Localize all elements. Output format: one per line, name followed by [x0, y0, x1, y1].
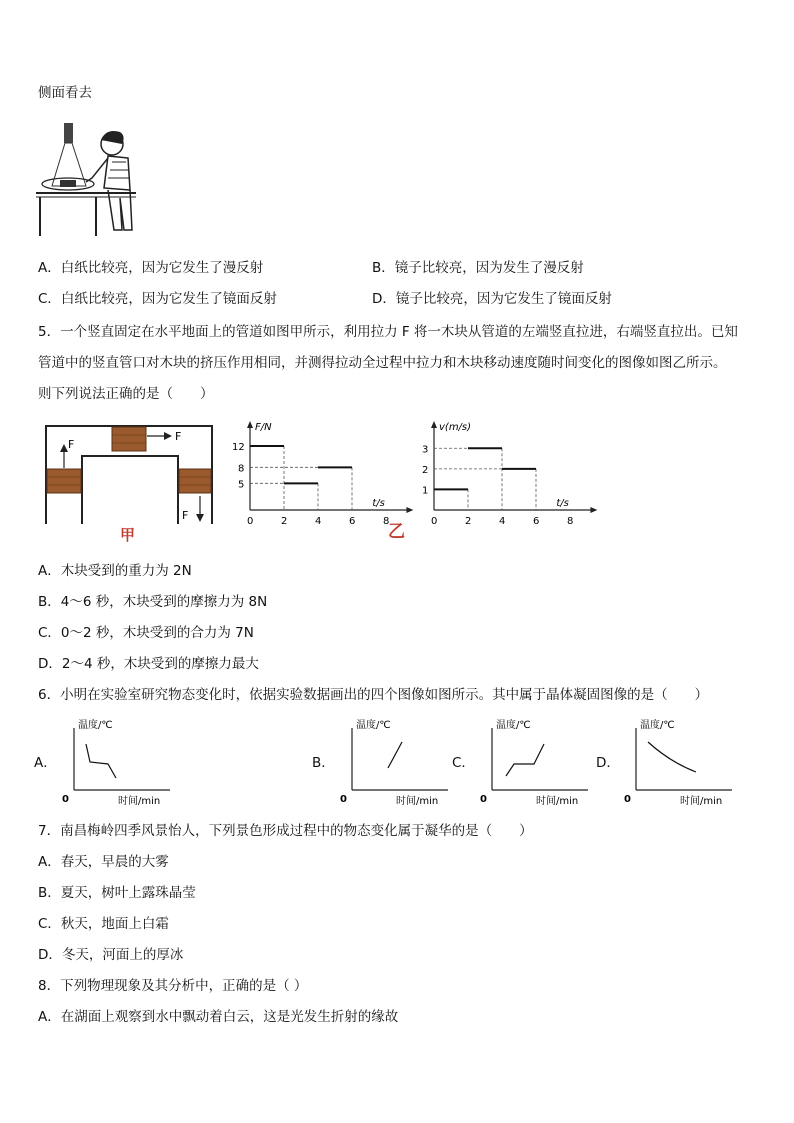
- flashlight-mirror-illustration: [34, 118, 149, 238]
- q7-stem: 7．南昌梅岭四季风景怡人，下列景色形成过程中的物态变化属于凝华的是（ ）: [38, 823, 533, 839]
- q4-option-c: C．白纸比较亮，因为它发生了镜面反射: [38, 291, 277, 307]
- q5-option-b: B．4～6 秒，木块受到的摩擦力为 8N: [38, 594, 268, 610]
- q6-graph-xlabel: 时间/min: [118, 796, 161, 807]
- q6-graph-ylabel: 温度/℃: [496, 720, 531, 731]
- q6-option-letter-a: A．: [34, 755, 57, 771]
- right-block: [179, 469, 211, 493]
- force-x-tick-0: 0: [247, 516, 254, 527]
- force-y-tick-8: 8: [238, 463, 245, 475]
- q6-graph-ylabel: 温度/℃: [356, 720, 391, 731]
- force-time-chart: [228, 418, 388, 526]
- force-x-tick-4: 4: [315, 516, 322, 527]
- force-label-right: F: [182, 509, 189, 522]
- force-y-arrow: [247, 421, 253, 428]
- figure-jia-pipe: [40, 422, 220, 542]
- velocity-time-chart: [412, 418, 592, 526]
- q4-option-a: A．白纸比较亮，因为它发生了漫反射: [38, 260, 264, 276]
- q5-stem-line2: 管道中的竖直管口对木块的挤压作用相同，并测得拉动全过程中拉力和木块移动速度随时间变化的图像如图乙所示。: [38, 355, 727, 371]
- q8-stem: 8．下列物理现象及其分析中，正确的是（ ）: [38, 978, 308, 994]
- q6-graph-c: [478, 716, 608, 808]
- left-block: [47, 469, 81, 493]
- q5-stem-line3: 则下列说法正确的是（ ）: [38, 386, 214, 402]
- force-label-left: F: [68, 438, 75, 451]
- q6-graph-xlabel: 时间/min: [680, 796, 723, 807]
- q6-graph-origin: 0: [62, 794, 69, 805]
- velocity-x-tick-0: 0: [431, 516, 438, 527]
- force-y-tick-12: 12: [232, 442, 245, 453]
- velocity-ylabel: v(m/s): [439, 422, 472, 433]
- q6-stem: 6．小明在实验室研究物态变化时，依据实验数据画出的四个图像如图所示。其中属于晶体凝固图像的是（ ）: [38, 687, 709, 703]
- q6-option-letter-c: C．: [452, 755, 475, 771]
- figure-jia-label: 甲: [120, 526, 136, 544]
- q6-graph-origin: 0: [480, 794, 487, 805]
- q6-graph-curve: [506, 744, 544, 776]
- q6-graph-b: [338, 716, 468, 808]
- q6-graph-d: [622, 716, 752, 808]
- q6-graph-curve: [648, 742, 696, 772]
- q6-graph-origin: 0: [624, 794, 631, 805]
- velocity-x-tick-4: 4: [499, 516, 506, 527]
- top-block: [112, 427, 146, 451]
- velocity-x-tick-8: 8: [567, 516, 574, 527]
- q6-graph-curve: [86, 744, 116, 778]
- velocity-y-tick-3: 3: [422, 444, 429, 456]
- velocity-x-tick-2: 2: [465, 516, 472, 527]
- force-x-tick-2: 2: [281, 516, 288, 527]
- force-x-tick-8: 8: [383, 516, 390, 527]
- force-x-tick-6: 6: [349, 516, 356, 527]
- q6-graph-xlabel: 时间/min: [396, 796, 439, 807]
- q4-option-d: D．镜子比较亮，因为它发生了镜面反射: [372, 291, 612, 307]
- q6-graph-a: [60, 716, 190, 808]
- velocity-x-tick-6: 6: [533, 516, 540, 527]
- q6-graph-ylabel: 温度/℃: [640, 720, 675, 731]
- q6-graph-curve: [388, 742, 402, 768]
- q4-option-b: B．镜子比较亮，因为发生了漫反射: [372, 260, 584, 276]
- q5-option-c: C．0～2 秒，木块受到的合力为 7N: [38, 625, 254, 641]
- figure-yi-label: 乙: [388, 522, 405, 542]
- q6-graph-xlabel: 时间/min: [536, 796, 579, 807]
- q5-option-d: D．2～4 秒，木块受到的摩擦力最大: [38, 656, 259, 672]
- q6-graph-ylabel: 温度/℃: [78, 720, 113, 731]
- q6-option-letter-b: B．: [312, 755, 335, 771]
- intro-text: 侧面看去: [38, 85, 92, 101]
- velocity-y-arrow: [431, 421, 437, 428]
- force-y-tick-5: 5: [238, 479, 245, 491]
- q7-option-d: D．冬天，河面上的厚冰: [38, 947, 184, 963]
- q7-option-a: A．春天，早晨的大雾: [38, 854, 169, 870]
- velocity-xlabel: t/s: [556, 498, 569, 509]
- q5-option-a: A．木块受到的重力为 2N: [38, 563, 192, 579]
- force-label-top: F: [175, 430, 182, 443]
- q7-option-c: C．秋天，地面上白霜: [38, 916, 169, 932]
- q8-option-a: A．在湖面上观察到水中飘动着白云，这是光发生折射的缘故: [38, 1009, 399, 1025]
- force-ylabel: F/N: [255, 422, 272, 433]
- q5-stem-line1: 5．一个竖直固定在水平地面上的管道如图甲所示，利用拉力 F 将一木块从管道的左端竖直拉进，右端竖直拉出。已知: [38, 324, 738, 340]
- velocity-x-arrow: [590, 507, 597, 513]
- q7-option-b: B．夏天，树叶上露珠晶莹: [38, 885, 196, 901]
- velocity-y-tick-2: 2: [422, 464, 429, 476]
- force-xlabel: t/s: [372, 498, 385, 509]
- velocity-y-tick-1: 1: [422, 485, 429, 497]
- q6-option-letter-d: D．: [596, 755, 620, 771]
- q6-graph-origin: 0: [340, 794, 347, 805]
